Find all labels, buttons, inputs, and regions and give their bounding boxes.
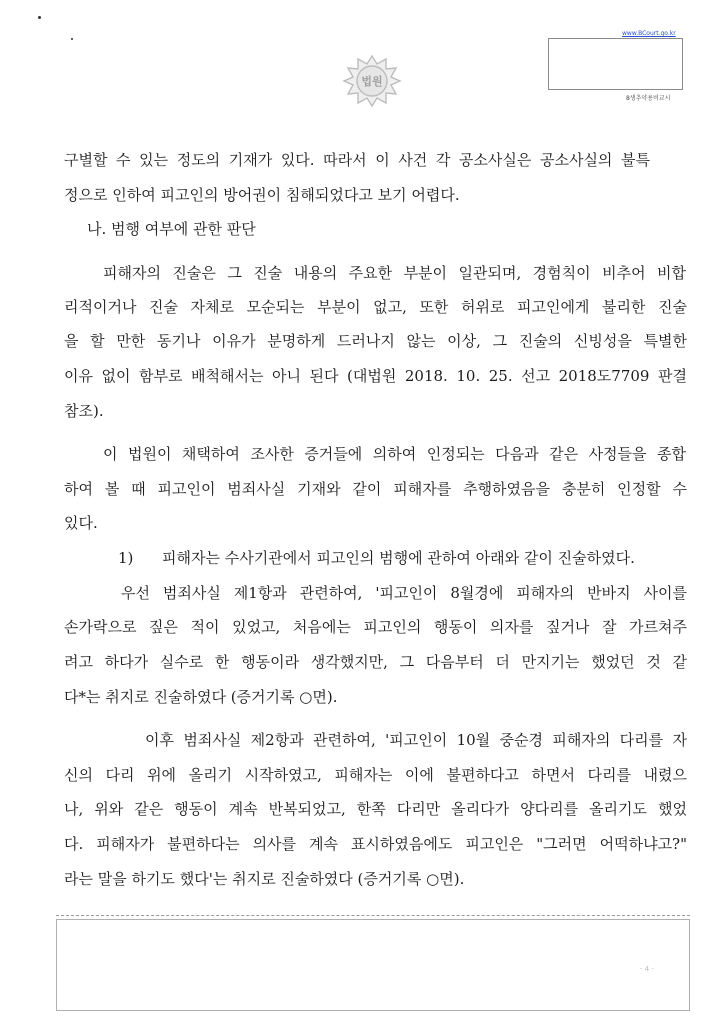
body-line: 손가락으로 짚은 적이 있었고, 처음에는 피고인의 행동이 의자를 짚거나 잘 가르쳐주: [64, 618, 687, 636]
court-url-link[interactable]: www.BCourt.go.kr: [622, 30, 676, 37]
body-line: 나, 위와 같은 행동이 계속 반복되었고, 한쪽 다리만 올리다가 양다리를 올리기도 했었: [64, 800, 687, 818]
body-line: 을 할 만한 동기나 이유가 분명하게 드러나지 않는 이상, 그 진술의 신빙성을 특별한: [64, 332, 687, 350]
body-line: 하여 볼 때 피고인이 범죄사실 기재와 같이 피해자를 추행하였음을 충분히 인정할 수: [64, 480, 687, 498]
body-line: 라는 말을 하기도 했다'는 취지로 진술하였다 (증거기록 ○면).: [64, 870, 465, 888]
body-line: 신의 다리 위에 올리기 시작하였고, 피해자는 이에 불편하다고 하면서 다리를 내렸으: [64, 766, 687, 784]
body-line: 정으로 인하여 피고인의 방어권이 침해되었다고 보기 어렵다.: [64, 186, 460, 204]
body-line: 참조).: [64, 402, 104, 420]
body-line: 다. 피해자가 불편하다는 의사를 계속 표시하였음에도 피고인은 "그러면 어떡하냐고?": [64, 835, 687, 853]
list-item-1: 1) 피해자는 수사기관에서 피고인의 범행에 관하여 아래와 같이 진술하였다.: [118, 549, 635, 567]
body-line: 구별할 수 있는 정도의 기재가 있다. 따라서 이 사건 각 공소사실은 공소사실의 불특: [64, 151, 650, 169]
body-line: 이 법원이 채택하여 조사한 증거들에 의하여 인정되는 다음과 같은 사정들을 종합: [103, 445, 686, 463]
body-line: 우선 범죄사실 제1항과 관련하여, '피고인이 8월경에 피해자의 반바지 사이를: [121, 584, 687, 602]
body-line: 이유 없이 함부로 배척해서는 아니 된다 (대법원 2018. 10. 25. 선고 2018도7709 판결: [64, 367, 687, 385]
stamp-box: [548, 38, 683, 90]
body-line: 있다.: [64, 514, 98, 532]
scan-speck: [71, 38, 73, 40]
body-line: 다*는 취지로 진술하였다 (증거기록 ○면).: [64, 688, 338, 706]
scan-speck: [38, 16, 41, 19]
page-number: - 4 -: [640, 965, 654, 973]
seal-text: 법원: [361, 75, 383, 88]
court-seal-icon: [333, 50, 411, 112]
footer-divider: [56, 915, 690, 916]
stamp-caption: 8생추약용비교시: [626, 95, 671, 102]
body-line: 려고 하다가 실수로 한 행동이라 생각했지만, 그 다음부터 더 만지기는 했었던 것 같: [64, 653, 687, 671]
body-line: 리적이거나 진술 자체로 모순되는 부분이 없고, 또한 허위로 피고인에게 불리한 진술: [64, 298, 687, 316]
body-line: 피해자의 진술은 그 진술 내용의 주요한 부분이 일관되며, 경험칙이 비추어 비합: [103, 264, 686, 282]
footer-box: [56, 919, 690, 1011]
section-heading: 나. 범행 여부에 관한 판단: [87, 220, 256, 238]
body-line: 이후 범죄사실 제2항과 관련하여, '피고인이 10월 중순경 피해자의 다리를 자: [145, 731, 687, 749]
